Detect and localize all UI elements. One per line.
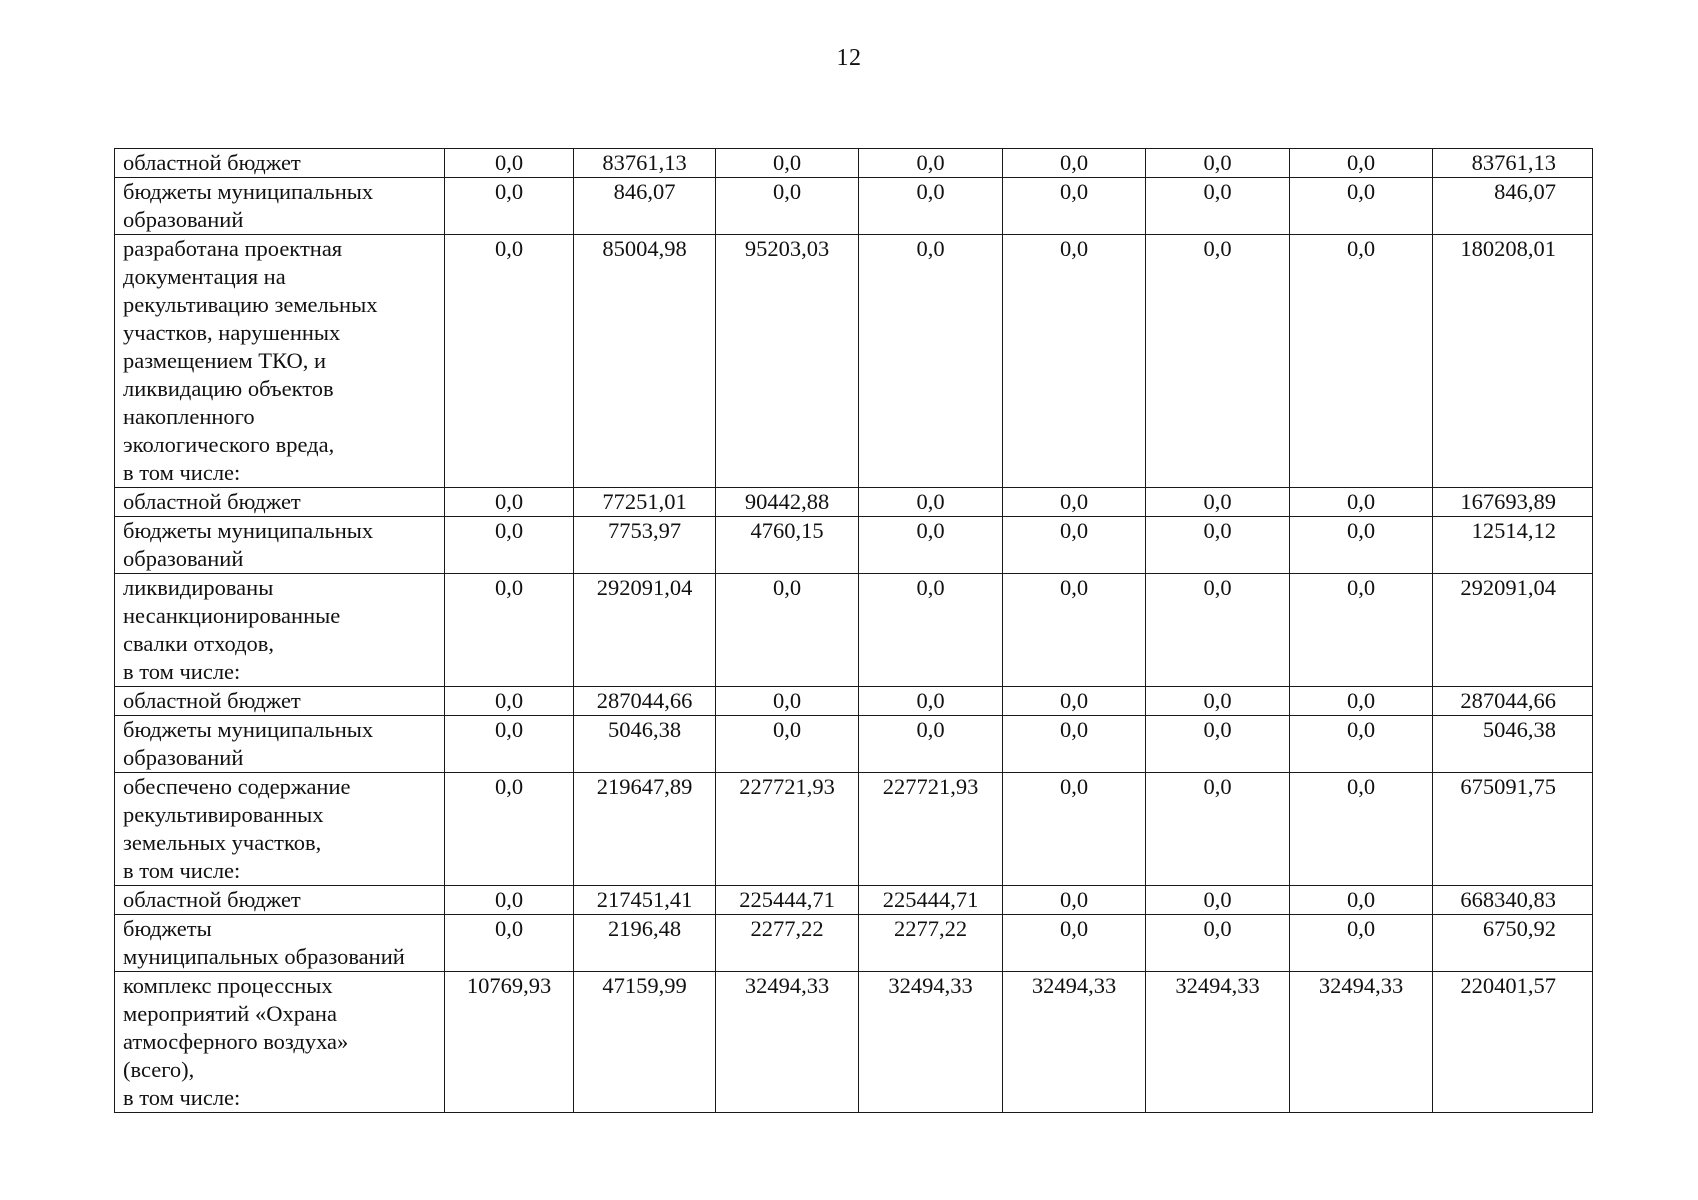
cell-total: 287044,66 bbox=[1433, 687, 1593, 716]
cell-value: 225444,71 bbox=[716, 886, 859, 915]
cell-value: 0,0 bbox=[1003, 915, 1146, 972]
cell-value: 47159,99 bbox=[574, 972, 716, 1113]
table-row bbox=[115, 773, 1593, 886]
cell-value: 0,0 bbox=[1290, 149, 1433, 178]
cell-total: 5046,38 bbox=[1433, 716, 1593, 773]
cell-value: 0,0 bbox=[859, 716, 1003, 773]
row-label-line: документация на bbox=[123, 264, 286, 289]
cell-value: 0,0 bbox=[859, 488, 1003, 517]
cell-value: 0,0 bbox=[445, 687, 574, 716]
cell-value: 0,0 bbox=[859, 687, 1003, 716]
cell-value: 95203,03 bbox=[716, 235, 859, 488]
cell-value: 0,0 bbox=[1003, 716, 1146, 773]
row-label bbox=[115, 574, 445, 687]
cell-value: 0,0 bbox=[1290, 886, 1433, 915]
row-label bbox=[115, 488, 445, 517]
cell-value: 85004,98 bbox=[574, 235, 716, 488]
cell-value: 2196,48 bbox=[574, 915, 716, 972]
cell-value: 0,0 bbox=[1003, 488, 1146, 517]
cell-value: 0,0 bbox=[445, 488, 574, 517]
cell-value: 0,0 bbox=[445, 149, 574, 178]
budget-table bbox=[114, 148, 1593, 1113]
cell-value: 219647,89 bbox=[574, 773, 716, 886]
cell-value: 0,0 bbox=[716, 574, 859, 687]
row-label-line: в том числе: bbox=[123, 659, 241, 684]
cell-value: 0,0 bbox=[1290, 574, 1433, 687]
cell-value: 0,0 bbox=[1146, 716, 1290, 773]
table-row bbox=[115, 235, 1593, 488]
row-label-line: рекультивацию земельных bbox=[123, 292, 378, 317]
cell-value: 0,0 bbox=[1003, 178, 1146, 235]
cell-value: 0,0 bbox=[1146, 687, 1290, 716]
cell-value: 0,0 bbox=[1146, 574, 1290, 687]
row-label-line: образований bbox=[123, 546, 244, 571]
cell-value: 0,0 bbox=[1146, 488, 1290, 517]
cell-value: 0,0 bbox=[1003, 149, 1146, 178]
row-label-line: бюджеты bbox=[123, 916, 212, 941]
page-number: 12 bbox=[836, 45, 862, 71]
cell-value: 0,0 bbox=[859, 149, 1003, 178]
row-label-line: бюджеты муниципальных bbox=[123, 518, 374, 543]
cell-value: 4760,15 bbox=[716, 517, 859, 574]
row-label-line: свалки отходов, bbox=[123, 631, 275, 656]
cell-value: 0,0 bbox=[445, 574, 574, 687]
cell-value: 0,0 bbox=[1003, 773, 1146, 886]
cell-value: 287044,66 bbox=[574, 687, 716, 716]
cell-value: 90442,88 bbox=[716, 488, 859, 517]
cell-value: 846,07 bbox=[574, 178, 716, 235]
row-label-line: разработана проектная bbox=[123, 236, 343, 261]
row-label-line: комплекс процессных bbox=[123, 973, 333, 998]
table-row bbox=[115, 488, 1593, 517]
cell-value: 32494,33 bbox=[716, 972, 859, 1113]
cell-value: 0,0 bbox=[1146, 178, 1290, 235]
table-row bbox=[115, 149, 1593, 178]
table-row bbox=[115, 886, 1593, 915]
row-label-line: областной бюджет bbox=[123, 887, 301, 912]
row-label-line: областной бюджет bbox=[123, 150, 301, 175]
table-row bbox=[115, 517, 1593, 574]
row-label-line: участков, нарушенных bbox=[123, 320, 341, 345]
cell-value: 0,0 bbox=[859, 574, 1003, 687]
cell-value: 83761,13 bbox=[574, 149, 716, 178]
row-label-line: ликвидацию объектов bbox=[123, 376, 334, 401]
cell-value: 0,0 bbox=[1146, 149, 1290, 178]
row-label-line: атмосферного воздуха» bbox=[123, 1029, 349, 1054]
cell-value: 0,0 bbox=[1290, 687, 1433, 716]
cell-value: 2277,22 bbox=[859, 915, 1003, 972]
table-row bbox=[115, 972, 1593, 1113]
cell-value: 7753,97 bbox=[574, 517, 716, 574]
cell-value: 0,0 bbox=[1003, 517, 1146, 574]
cell-value: 0,0 bbox=[1146, 517, 1290, 574]
row-label bbox=[115, 517, 445, 574]
row-label-line: рекультивированных bbox=[123, 802, 324, 827]
row-label-line: накопленного bbox=[123, 404, 255, 429]
row-label bbox=[115, 886, 445, 915]
row-label bbox=[115, 149, 445, 178]
cell-value: 0,0 bbox=[445, 178, 574, 235]
cell-value: 0,0 bbox=[716, 149, 859, 178]
cell-value: 0,0 bbox=[1290, 178, 1433, 235]
row-label-line: размещением ТКО, и bbox=[123, 348, 327, 373]
row-label-line: областной бюджет bbox=[123, 489, 301, 514]
cell-value: 0,0 bbox=[445, 915, 574, 972]
row-label bbox=[115, 915, 445, 972]
table-row bbox=[115, 574, 1593, 687]
cell-value: 32494,33 bbox=[1146, 972, 1290, 1113]
cell-total: 6750,92 bbox=[1433, 915, 1593, 972]
cell-value: 5046,38 bbox=[574, 716, 716, 773]
cell-value: 227721,93 bbox=[859, 773, 1003, 886]
cell-total: 668340,83 bbox=[1433, 886, 1593, 915]
cell-value: 0,0 bbox=[1146, 886, 1290, 915]
cell-value: 0,0 bbox=[716, 716, 859, 773]
cell-value: 0,0 bbox=[1290, 488, 1433, 517]
row-label-line: в том числе: bbox=[123, 1085, 241, 1110]
row-label bbox=[115, 716, 445, 773]
cell-value: 292091,04 bbox=[574, 574, 716, 687]
cell-value: 0,0 bbox=[1146, 915, 1290, 972]
row-label-line: образований bbox=[123, 207, 244, 232]
table-row bbox=[115, 687, 1593, 716]
row-label-line: бюджеты муниципальных bbox=[123, 179, 374, 204]
cell-value: 0,0 bbox=[716, 178, 859, 235]
row-label bbox=[115, 178, 445, 235]
row-label-line: образований bbox=[123, 745, 244, 770]
cell-total: 83761,13 bbox=[1433, 149, 1593, 178]
table-row bbox=[115, 915, 1593, 972]
cell-value: 0,0 bbox=[1290, 235, 1433, 488]
cell-value: 217451,41 bbox=[574, 886, 716, 915]
row-label-line: в том числе: bbox=[123, 460, 241, 485]
row-label-line: обеспечено содержание bbox=[123, 774, 351, 799]
cell-value: 32494,33 bbox=[859, 972, 1003, 1113]
cell-value: 0,0 bbox=[445, 773, 574, 886]
row-label bbox=[115, 773, 445, 886]
cell-value: 32494,33 bbox=[1290, 972, 1433, 1113]
cell-total: 220401,57 bbox=[1433, 972, 1593, 1113]
row-label-line: ликвидированы bbox=[123, 575, 274, 600]
cell-value: 0,0 bbox=[1003, 886, 1146, 915]
cell-value: 225444,71 bbox=[859, 886, 1003, 915]
cell-value: 0,0 bbox=[1003, 235, 1146, 488]
row-label bbox=[115, 687, 445, 716]
cell-value: 0,0 bbox=[859, 235, 1003, 488]
cell-value: 0,0 bbox=[1290, 716, 1433, 773]
cell-value: 32494,33 bbox=[1003, 972, 1146, 1113]
row-label-line: (всего), bbox=[123, 1057, 195, 1082]
cell-total: 675091,75 bbox=[1433, 773, 1593, 886]
cell-value: 0,0 bbox=[1003, 687, 1146, 716]
row-label-line: в том числе: bbox=[123, 858, 241, 883]
cell-total: 846,07 bbox=[1433, 178, 1593, 235]
cell-value: 0,0 bbox=[1003, 574, 1146, 687]
cell-value: 0,0 bbox=[445, 517, 574, 574]
cell-value: 0,0 bbox=[1146, 235, 1290, 488]
row-label-line: несанкционированные bbox=[123, 603, 341, 628]
table-row bbox=[115, 178, 1593, 235]
row-label bbox=[115, 972, 445, 1113]
cell-total: 12514,12 bbox=[1433, 517, 1593, 574]
cell-value: 0,0 bbox=[445, 886, 574, 915]
row-label-line: областной бюджет bbox=[123, 688, 301, 713]
row-label-line: муниципальных образований bbox=[123, 944, 405, 969]
row-label-line: экологического вреда, bbox=[123, 432, 335, 457]
cell-value: 0,0 bbox=[445, 716, 574, 773]
cell-value: 0,0 bbox=[716, 687, 859, 716]
cell-value: 0,0 bbox=[1290, 517, 1433, 574]
row-label-line: мероприятий «Охрана bbox=[123, 1001, 337, 1026]
row-label-line: бюджеты муниципальных bbox=[123, 717, 374, 742]
row-label bbox=[115, 235, 445, 488]
cell-total: 180208,01 bbox=[1433, 235, 1593, 488]
cell-value: 0,0 bbox=[445, 235, 574, 488]
cell-value: 0,0 bbox=[1290, 915, 1433, 972]
cell-value: 0,0 bbox=[1146, 773, 1290, 886]
cell-value: 2277,22 bbox=[716, 915, 859, 972]
cell-value: 10769,93 bbox=[445, 972, 574, 1113]
table-body bbox=[115, 149, 1593, 1113]
cell-value: 0,0 bbox=[859, 517, 1003, 574]
cell-value: 227721,93 bbox=[716, 773, 859, 886]
cell-total: 292091,04 bbox=[1433, 574, 1593, 687]
cell-value: 77251,01 bbox=[574, 488, 716, 517]
cell-value: 0,0 bbox=[1290, 773, 1433, 886]
cell-total: 167693,89 bbox=[1433, 488, 1593, 517]
table-row bbox=[115, 716, 1593, 773]
cell-value: 0,0 bbox=[859, 178, 1003, 235]
row-label-line: земельных участков, bbox=[123, 830, 322, 855]
